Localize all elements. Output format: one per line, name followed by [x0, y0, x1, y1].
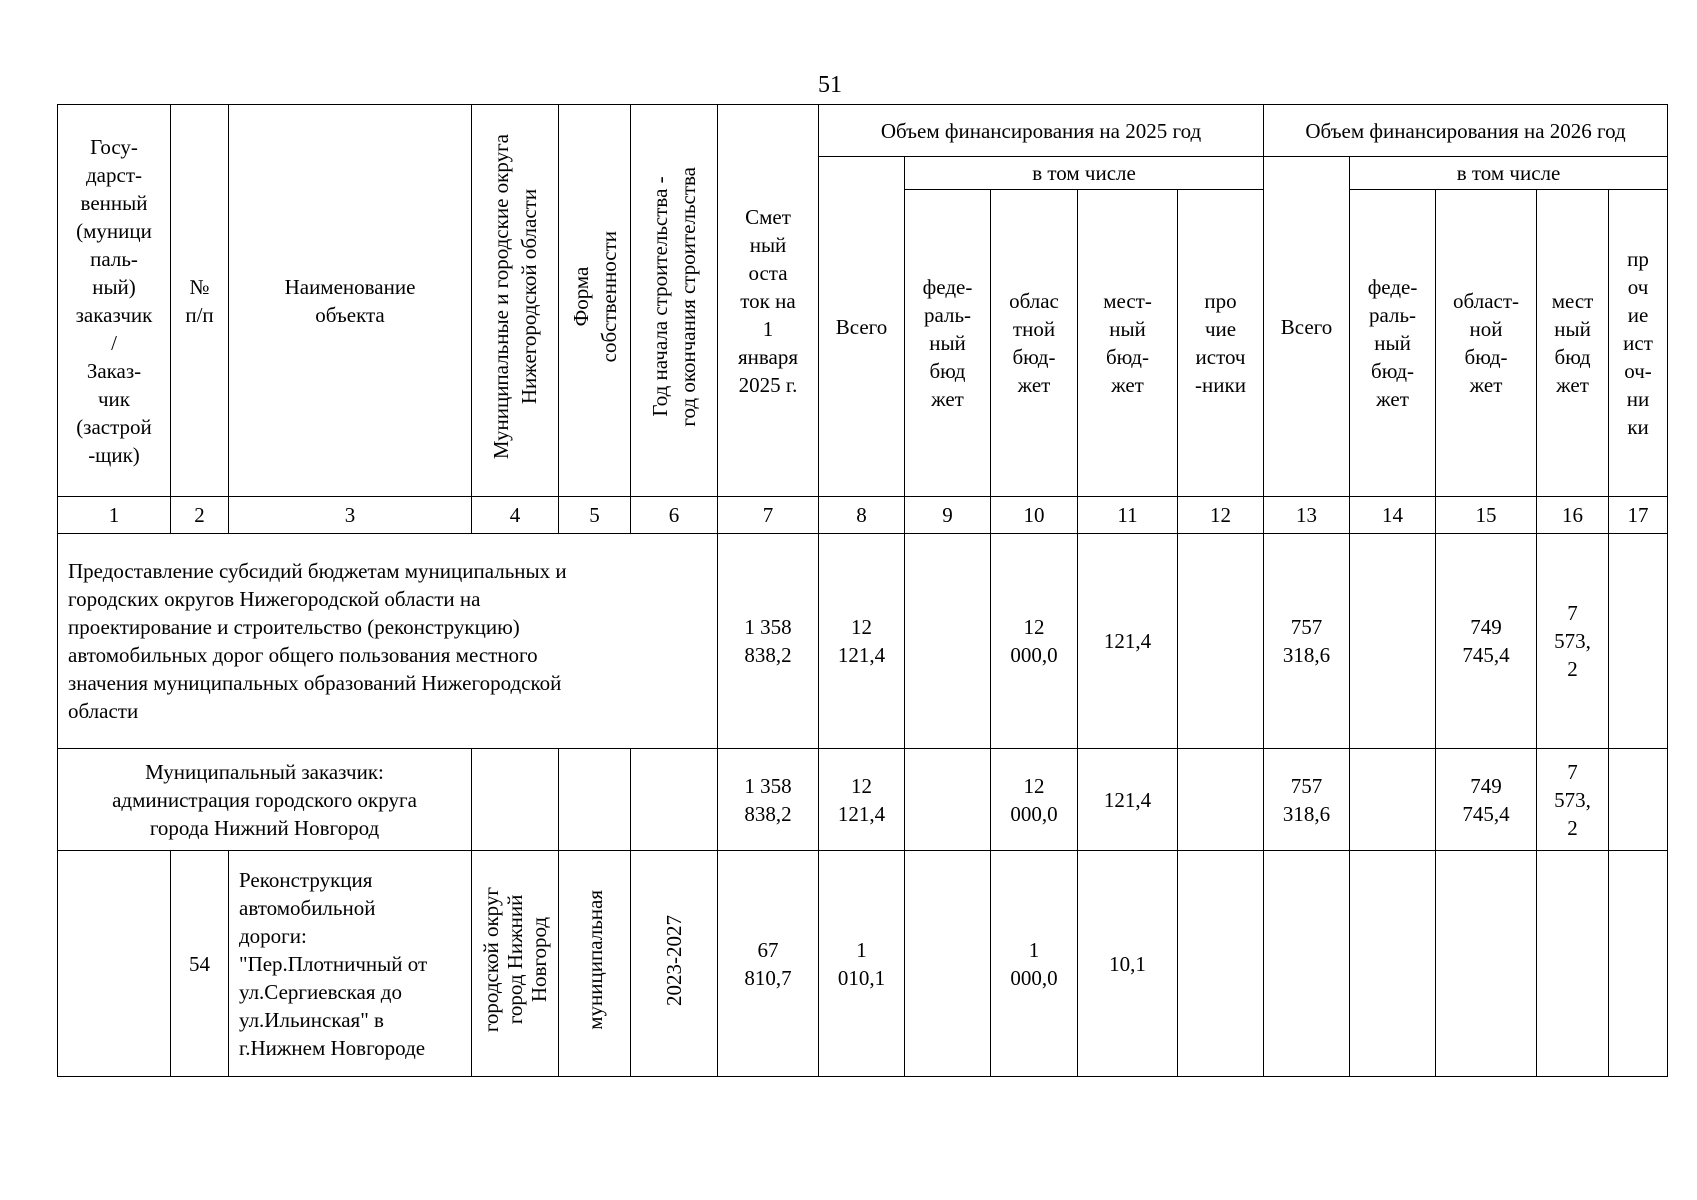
item-total-2026 [1264, 851, 1350, 1077]
header-years-text: Год начала строительства - год окончания строительства [648, 167, 700, 427]
section-total-2026: 757 318,6 [1264, 534, 1350, 749]
customer-row [58, 749, 1668, 851]
column-number: 7 [718, 497, 819, 534]
column-number: 17 [1609, 497, 1668, 534]
item-years [631, 851, 718, 1077]
column-number: 8 [819, 497, 905, 534]
column-number: 16 [1537, 497, 1609, 534]
column-number: 4 [472, 497, 559, 534]
item-number: 54 [171, 851, 229, 1077]
column-number: 6 [631, 497, 718, 534]
section-other-2025 [1178, 534, 1264, 749]
item-other-2025 [1178, 851, 1264, 1077]
customer-total-2026: 757 318,6 [1264, 749, 1350, 851]
column-number: 10 [991, 497, 1078, 534]
customer-other-2025 [1178, 749, 1264, 851]
column-number: 14 [1350, 497, 1436, 534]
header-district [472, 105, 559, 497]
customer-other-2026 [1609, 749, 1668, 851]
header-regional-2026: област- ной бюд- жет [1436, 190, 1537, 497]
item-regional-2026 [1436, 851, 1537, 1077]
item-name: Реконструкция автомобильной дороги: "Пер.Плотничный от ул.Сергиевская до ул.Ильинская" в г.Нижнем Новгороде [229, 851, 472, 1077]
customer-ownership [559, 749, 631, 851]
item-other-2026 [1609, 851, 1668, 1077]
column-number: 1 [58, 497, 171, 534]
item-local-2025: 10,1 [1078, 851, 1178, 1077]
section-regional-2025: 12 000,0 [991, 534, 1078, 749]
item-ownership-text: муниципальная [582, 890, 607, 1030]
customer-federal-2026 [1350, 749, 1436, 851]
section-local-2025: 121,4 [1078, 534, 1178, 749]
header-customer: Госу- дарст- венный (муници паль- ный) заказчик / Заказ- чик (застрой -щик) [58, 105, 171, 497]
column-number: 13 [1264, 497, 1350, 534]
header-number: № п/п [171, 105, 229, 497]
header-district-text: Муниципальные и городские округа Нижегородской области [489, 134, 541, 460]
header-estimate-balance: Смет ный оста ток на 1 января 2025 г. [718, 105, 819, 497]
column-number-row [58, 497, 1668, 534]
column-number: 12 [1178, 497, 1264, 534]
customer-years [631, 749, 718, 851]
header-other-2025: про чие источ -ники [1178, 190, 1264, 497]
header-total-2025: Всего [819, 157, 905, 497]
item-estimate-balance: 67 810,7 [718, 851, 819, 1077]
header-financing-2025: Объем финансирования на 2025 год [819, 105, 1264, 157]
item-total-2025: 1 010,1 [819, 851, 905, 1077]
column-number: 15 [1436, 497, 1537, 534]
column-number: 3 [229, 497, 472, 534]
section-title: Предоставление субсидий бюджетам муниципальных и городских округов Нижегородской области на проектирование и строительство (реконструкцию) автомобильных дорог общего пользования местного значения муниципальных образований Нижегородской области [58, 534, 718, 749]
header-ownership-text: Форма собственности [568, 231, 621, 363]
header-including-2025: в том числе [905, 157, 1264, 190]
column-number: 11 [1078, 497, 1178, 534]
item-local-2026 [1537, 851, 1609, 1077]
header-other-2026: пр оч ие ист оч- ни ки [1609, 190, 1668, 497]
column-number: 9 [905, 497, 991, 534]
page-number: 51 [818, 72, 842, 98]
column-number: 5 [559, 497, 631, 534]
customer-local-2025: 121,4 [1078, 749, 1178, 851]
customer-total-2025: 12 121,4 [819, 749, 905, 851]
section-regional-2026: 749 745,4 [1436, 534, 1537, 749]
financing-table [57, 104, 1668, 1077]
item-ownership [559, 851, 631, 1077]
header-total-2026: Всего [1264, 157, 1350, 497]
item-federal-2025 [905, 851, 991, 1077]
header-object-name: Наименование объекта [229, 105, 472, 497]
section-total-2025: 12 121,4 [819, 534, 905, 749]
customer-local-2026: 7 573, 2 [1537, 749, 1609, 851]
item-customer [58, 851, 171, 1077]
header-regional-2025: облас тной бюд- жет [991, 190, 1078, 497]
section-federal-2025 [905, 534, 991, 749]
customer-title: Муниципальный заказчик: администрация городского округа города Нижний Новгород [58, 749, 472, 851]
header-local-2025: мест- ный бюд- жет [1078, 190, 1178, 497]
section-estimate-balance: 1 358 838,2 [718, 534, 819, 749]
header-years [631, 105, 718, 497]
header-federal-2026: феде- раль- ный бюд- жет [1350, 190, 1436, 497]
header-ownership [559, 105, 631, 497]
section-local-2026: 7 573, 2 [1537, 534, 1609, 749]
item-district-text: городской округ город Нижний Новгород [479, 887, 551, 1033]
item-district [472, 851, 559, 1077]
customer-federal-2025 [905, 749, 991, 851]
header-financing-2026: Объем финансирования на 2026 год [1264, 105, 1668, 157]
section-federal-2026 [1350, 534, 1436, 749]
column-number: 2 [171, 497, 229, 534]
section-row [58, 534, 1668, 749]
customer-district [472, 749, 559, 851]
item-regional-2025: 1 000,0 [991, 851, 1078, 1077]
header-row-1 [58, 105, 1668, 157]
customer-estimate-balance: 1 358 838,2 [718, 749, 819, 851]
header-federal-2025: феде- раль- ный бюд жет [905, 190, 991, 497]
header-including-2026: в том числе [1350, 157, 1668, 190]
header-local-2026: мест ный бюд жет [1537, 190, 1609, 497]
customer-regional-2025: 12 000,0 [991, 749, 1078, 851]
customer-regional-2026: 749 745,4 [1436, 749, 1537, 851]
section-other-2026 [1609, 534, 1668, 749]
item-years-text: 2023-2027 [662, 914, 686, 1006]
item-row [58, 851, 1668, 1077]
item-federal-2026 [1350, 851, 1436, 1077]
